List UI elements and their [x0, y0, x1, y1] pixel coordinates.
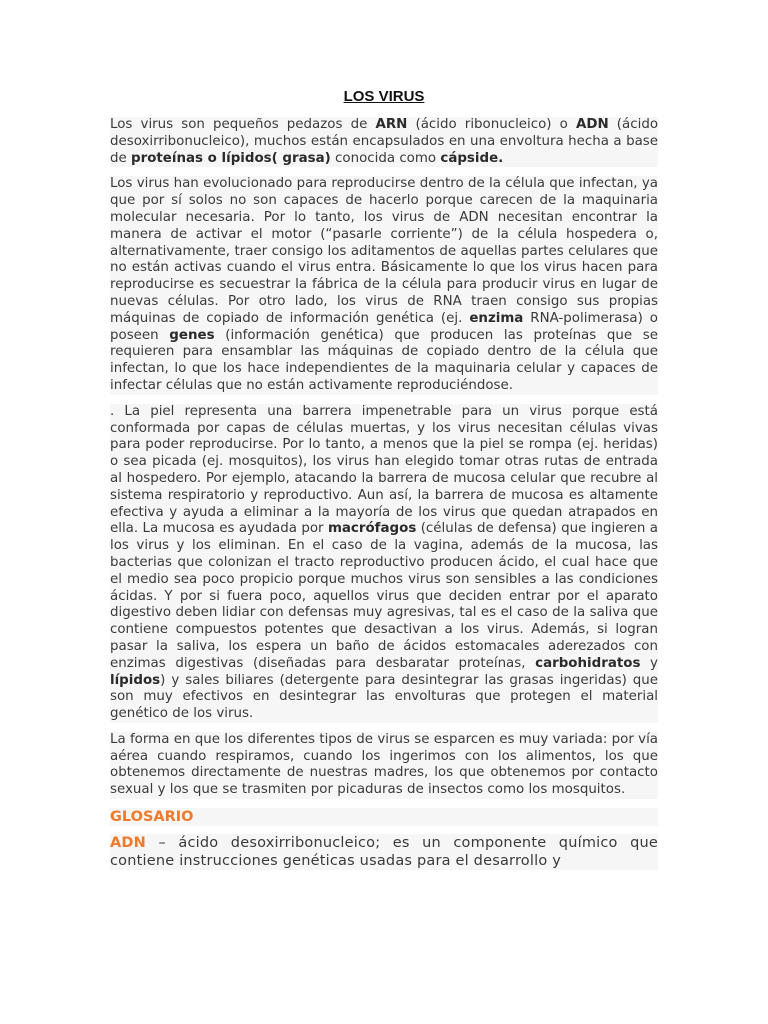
text-run: La forma en que los diferentes tipos de virus se esparcen es muy variada: por vía aérea cuando respiramos, cuando los ingerimos con los alimentos, los que obtenemos directamente de nuestras madres, los que obtenemos por contacto sexual y los que se trasmiten por picaduras de insectos como los mosquitos.: [110, 731, 658, 798]
text-run: ) y sales biliares (detergente para desintegrar las grasas ingeridas) que son muy efectivos en desintegrar las envolturas que protegen el material genético de los virus.: [110, 672, 658, 722]
bold-term-capside: cápside.: [440, 150, 504, 166]
glossary-definition: – ácido desoxirribonucleico; es un componente químico que contiene instrucciones genéticas usadas para el desarrollo y: [110, 835, 658, 870]
paragraph-intro: [110, 117, 658, 167]
text-run: RNA-polimerasa) o poseen: [110, 310, 658, 343]
glossary-term: ADN: [110, 835, 146, 852]
text-run: (información genética) que producen las proteínas que se requieren para ensamblar las máquinas de copiado dentro de la célula que infectan, lo que los hace independientes de la maquinaria celular y capaces de infectar células que no están activamente reproduciéndose.: [110, 327, 658, 393]
bold-term-genes: genes: [169, 327, 215, 343]
paragraph-barriers: [110, 404, 658, 723]
text-run: (ácido desoxirribonucleico), muchos están encapsulados en una envoltura hecha a base de: [110, 117, 659, 166]
paragraph-transmission: [110, 732, 658, 799]
glossary-heading: GLOSARIO: [110, 808, 658, 826]
bold-term-adn: ADN: [575, 117, 609, 132]
document-body: [110, 117, 658, 870]
bold-term-macrofagos: macrófagos: [327, 521, 417, 537]
text-run: . La piel representa una barrera impenetrable para un virus porque está conformada por capas de células muertas, y los virus necesitan células vivas para poder reproducirse. Por lo tanto, a menos que la piel se rompa (ej. heridas) o sea picada (ej. mosquitos), los virus han elegido tomar otras rutas de entrada al hospedero. Por ejemplo, atacando la barrera de mucosa celular que recubre al sistema respiratorio y reproductivo. Aun así, la barrera de mucosa es altamente efectiva y ayuda a eliminar a la mayoría de los virus que quedan atrapados en ella. La mucosa es ayudada por: [110, 403, 658, 537]
glossary-entry: [110, 834, 658, 870]
document-title: LOS VIRUS: [343, 88, 425, 105]
bold-term-enzima: enzima: [469, 310, 524, 326]
text-run: (células de defensa) que ingieren a los virus y los eliminan. En el caso de la vagina, además de la mucosa, las bacterias que colonizan el tracto reproductivo producen ácido, el cual hace que el medio sea poco propicio porque muchos virus son sensibles a las condiciones ácidas. Y por si fuera poco, aquellos virus que deciden entrar por el aparato digestivo deben lidiar con defensas muy agresivas, tal es el caso de la saliva que contiene compuestos potentes que desactivan a los virus. Además, si logran pasar la saliva, los espera un baño de ácidos estomacales aderezados con enzimas digestivas (diseñadas para desbaratar proteínas,: [110, 521, 658, 671]
bold-term-carbohidratos: carbohidratos: [535, 655, 641, 671]
bold-term-lipidos: lípidos: [110, 672, 161, 688]
text-run: conocida como: [330, 150, 441, 166]
bold-term-proteinas: proteínas o lípidos( grasa): [131, 150, 331, 166]
bold-term-arn: ARN: [375, 117, 408, 132]
text-run: Los virus han evolucionado para reproducirse dentro de la célula que infectan, ya que por sí solos no son capaces de hacerlo porque carecen de la maquinaria molecular necesaria. Por lo tanto, los virus de ADN necesitan encontrar la manera de activar el motor (“pasarle corriente”) de la célula hospedera o, alternativamente, traer consigo los aditamentos de aquellas partes celulares que no están activas cuando el virus entra. Básicamente lo que los virus hacen para reproducirse es secuestrar la fábrica de la célula para producir virus en lugar de nuevas células. Por otro lado, los virus de RNA traen consigo sus propias máquinas de copiado de información genética (ej.: [110, 176, 658, 326]
text-run: y: [640, 655, 658, 671]
text-run: (ácido ribonucleico) o: [407, 117, 576, 132]
paragraph-reproduction: [110, 176, 658, 394]
text-run: Los virus son pequeños pedazos de: [110, 117, 376, 132]
